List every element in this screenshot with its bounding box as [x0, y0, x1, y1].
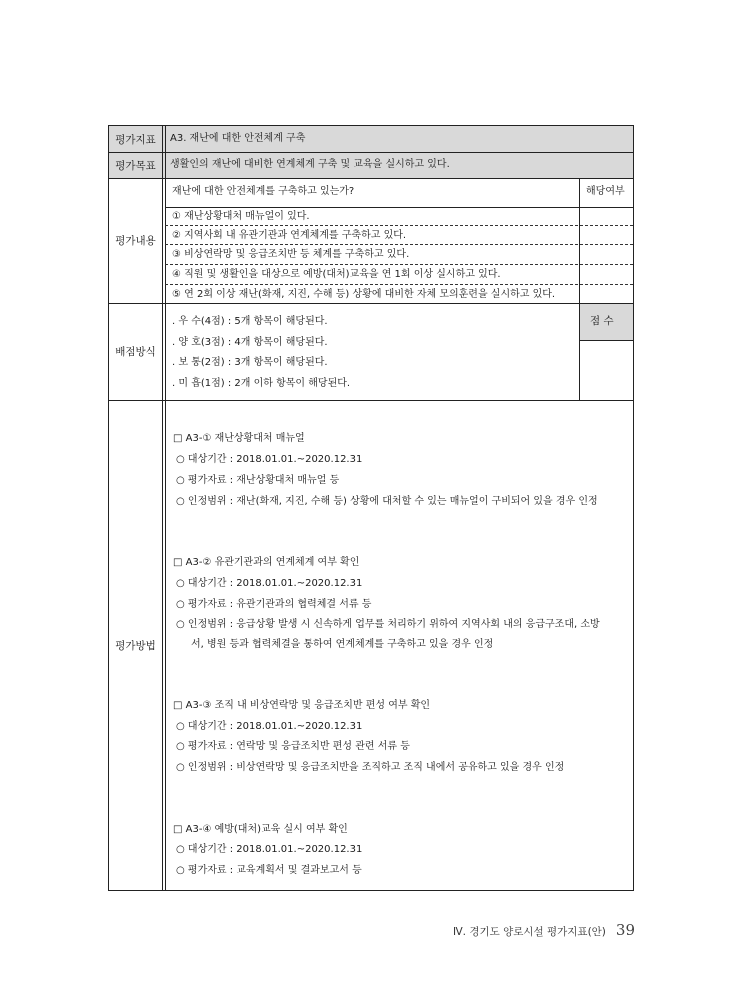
scoring-item: . 우 수(4점) : 5개 항목이 해당된다.: [172, 316, 328, 327]
item-dash-divider: [165, 284, 633, 285]
method-line: ○ 대상기간 : 2018.01.01.~2020.12.31: [176, 721, 363, 732]
applicable-header: 해당여부: [586, 186, 625, 197]
page-number: 39: [615, 921, 635, 939]
content-item: ④ 직원 및 생활인을 대상으로 예방(대처)교육을 연 1회 이상 실시하고 있다.: [172, 269, 501, 280]
page-footer: [453, 921, 635, 939]
row-divider: [109, 152, 633, 153]
content-item: ⑤ 연 2회 이상 재난(화재, 지진, 수해 등) 상황에 대비한 자체 모의훈련을 실시하고 있다.: [172, 289, 556, 300]
method-line: 서, 병원 등과 협력체결을 통하여 연계체계를 구축하고 있을 경우 인정: [191, 639, 494, 650]
item-dash-divider: [165, 264, 633, 265]
score-header-divider: [579, 340, 633, 341]
method-line: ○ 인정범위 : 재난(화재, 지진, 수해 등) 상황에 대처할 수 있는 매뉴얼이 구비되어 있을 경우 인정: [176, 496, 598, 507]
method-section-title: □ A3-② 유관기관과의 연계체계 여부 확인: [173, 557, 360, 568]
content-question: 재난에 대한 안전체계를 구축하고 있는가?: [172, 186, 355, 197]
content-label: 평가내용: [115, 235, 156, 247]
method-line: ○ 인정범위 : 비상연락망 및 응급조치반을 조직하고 조직 내에서 공유하고 있을 경우 인정: [176, 762, 565, 773]
method-line: ○ 평가자료 : 유관기관과의 협력체결 서류 등: [176, 599, 372, 610]
method-line: ○ 대상기간 : 2018.01.01.~2020.12.31: [176, 844, 363, 855]
method-line: ○ 인정범위 : 응급상황 발생 시 신속하게 업무를 처리하기 위하여 지역사회 내의 응급구조대, 소방: [176, 619, 600, 630]
indicator-label: 평가지표: [115, 133, 156, 146]
goal-text: 생활인의 재난에 대비한 연계체계 구축 및 교육을 실시하고 있다.: [170, 159, 450, 170]
method-section-title: □ A3-① 재난상황대처 매뉴얼: [173, 433, 305, 444]
method-line: ○ 대상기간 : 2018.01.01.~2020.12.31: [176, 454, 363, 465]
method-label: 평가방법: [115, 639, 156, 652]
row-divider: [109, 178, 633, 179]
question-divider: [165, 207, 633, 208]
method-section-title: □ A3-④ 예방(대처)교육 실시 여부 확인: [173, 824, 348, 835]
content-item: ① 재난상황대처 매뉴얼이 있다.: [172, 211, 310, 222]
content-item: ② 지역사회 내 유관기관과 연계체계를 구축하고 있다.: [172, 230, 407, 241]
row-divider: [109, 303, 633, 304]
label-divider-inner: [165, 126, 166, 890]
item-dash-divider: [165, 225, 633, 226]
evaluation-table: [108, 125, 634, 891]
method-line: ○ 대상기간 : 2018.01.01.~2020.12.31: [176, 578, 363, 589]
score-header: 점 수: [590, 315, 614, 327]
method-line: ○ 평가자료 : 재난상황대처 매뉴얼 등: [176, 475, 340, 486]
scoring-item: . 보 통(2점) : 3개 항목이 해당된다.: [172, 357, 328, 368]
indicator-text: A3. 재난에 대한 안전체계 구축: [170, 133, 306, 144]
goal-label: 평가목표: [115, 159, 156, 172]
method-section-title: □ A3-③ 조직 내 비상연락망 및 응급조치반 편성 여부 확인: [173, 700, 431, 711]
scoring-item: . 양 호(3점) : 4개 항목이 해당된다.: [172, 337, 328, 348]
item-dash-divider: [165, 244, 633, 245]
content-item: ③ 비상연락망 및 응급조치반 등 체계를 구축하고 있다.: [172, 249, 410, 260]
footer-chapter: Ⅳ. 경기도 양로시설 평가지표(안): [452, 926, 606, 938]
label-divider: [162, 126, 163, 890]
scoring-label: 배점방식: [115, 346, 156, 358]
method-line: ○ 평가자료 : 교육계획서 및 결과보고서 등: [176, 865, 362, 876]
row-divider: [109, 400, 633, 401]
scoring-item: . 미 흡(1점) : 2개 이하 항목이 해당된다.: [172, 378, 351, 389]
method-line: ○ 평가자료 : 연락망 및 응급조치반 편성 관련 서류 등: [176, 741, 410, 752]
